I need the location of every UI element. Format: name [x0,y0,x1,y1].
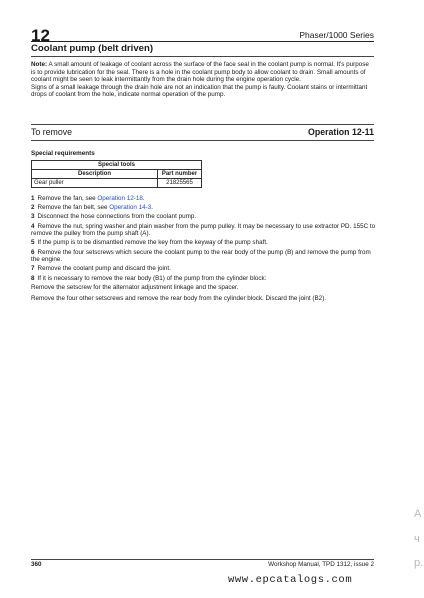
step-text: If it is necessary to remove the rear body (B1) of the pump from the cylinder block: [37,274,267,282]
watermark-text: www.epcatalogs.com [228,574,353,586]
step-text-end: . [151,204,154,212]
step-item [31,213,376,221]
step-number: 7 [31,265,35,273]
step-text: Remove the fan belt, see [37,204,110,212]
chapter-number: 12 [31,26,50,45]
step-text: Remove the coolant pump and discard the joint. [37,265,171,273]
page-number: 360 [31,561,42,568]
column-header-part-number: Part number [158,170,202,179]
step-text: If the pump is to be dismantled remove the key from the keyway of the pump shaft. [37,239,268,247]
step-number: 5 [31,239,35,247]
step-item [31,204,376,212]
step-item [31,239,376,247]
step-number: 1 [31,195,35,202]
operation-link[interactable]: Operation 14-3 [109,204,152,212]
operation-link[interactable]: Operation 12-18 [97,195,143,202]
procedure-steps [31,195,376,306]
step-item [31,195,376,203]
step-number: 3 [31,213,35,221]
tool-description: Gear puller [32,179,158,188]
step-item [31,265,376,273]
step-text: Remove the fan, see [37,195,98,202]
header-rule [31,41,374,42]
note-label: Note: [31,61,48,68]
step-item [31,249,376,264]
step-text: Remove the nut, spring washer and plain washer from the pump pulley. It may be necessary to use extractor PD. 155C to remove the pulley from the pump shaft (A). [31,222,376,238]
step-number: 6 [31,248,35,256]
step-item [31,275,376,283]
special-requirements-heading: Special requirements [31,150,95,157]
sub-step-text: Remove the setscrew for the alternator adjustment linkage and the spacer. [31,283,239,291]
manual-reference: Workshop Manual, TPD 1312, issue 2 [268,561,374,568]
note-paragraph-2: Signs of a small leakage through the drain hole are not an indication that the pump is faulty. Coolant stains or intermittant drops of coolant from the hole, indicate normal operation of the pump. [31,83,368,99]
note-block [31,61,374,99]
note-text-1: A small amount of leakage of coolant across the surface of the face seal in the coolant pump is normal. It's purpose is to provide lubrication for the seal. There is a hole in the coolant pump body to allow coolant to drain. Small amounts of coolant might be seen to leak intermittantly from the drain hole during the engine operation cycle. [31,61,369,84]
side-char: A [414,508,422,520]
section-title: Coolant pump (belt driven) [31,43,154,54]
operation-rule-bottom [31,140,374,141]
step-text: Disconnect the hose connections from the coolant pump. [37,213,197,221]
side-char: ч [414,533,420,545]
step-text-end: . [142,195,145,202]
table-header-row [32,170,202,179]
step-number: 2 [31,204,35,212]
tool-part-number: 21825565 [158,179,202,188]
step-item [31,223,376,238]
table-title: Special tools [32,161,202,170]
operation-label: To remove [31,127,73,137]
step-number: 8 [31,274,35,282]
step-text: Remove the four setscrews which secure the coolant pump to the rear body of the pump (B) and remove the pump from the engine. [31,248,371,264]
operation-rule-top [31,124,374,125]
note-paragraph-1 [31,61,374,84]
side-char: р. [414,557,424,569]
special-tools-table [31,160,202,188]
operation-number: Operation 12-11 [307,127,374,137]
step-number: 4 [31,222,35,230]
column-header-description: Description [32,170,158,179]
table-row [32,179,202,188]
title-rule [31,56,374,57]
sub-step-text: Remove the four other setscrews and remove the rear body from the cylinder block. Discard the joint (B2). [31,295,327,303]
footer-rule [31,559,374,560]
table-title-row [32,161,202,170]
series-name: Phaser/1000 Series [299,30,374,40]
